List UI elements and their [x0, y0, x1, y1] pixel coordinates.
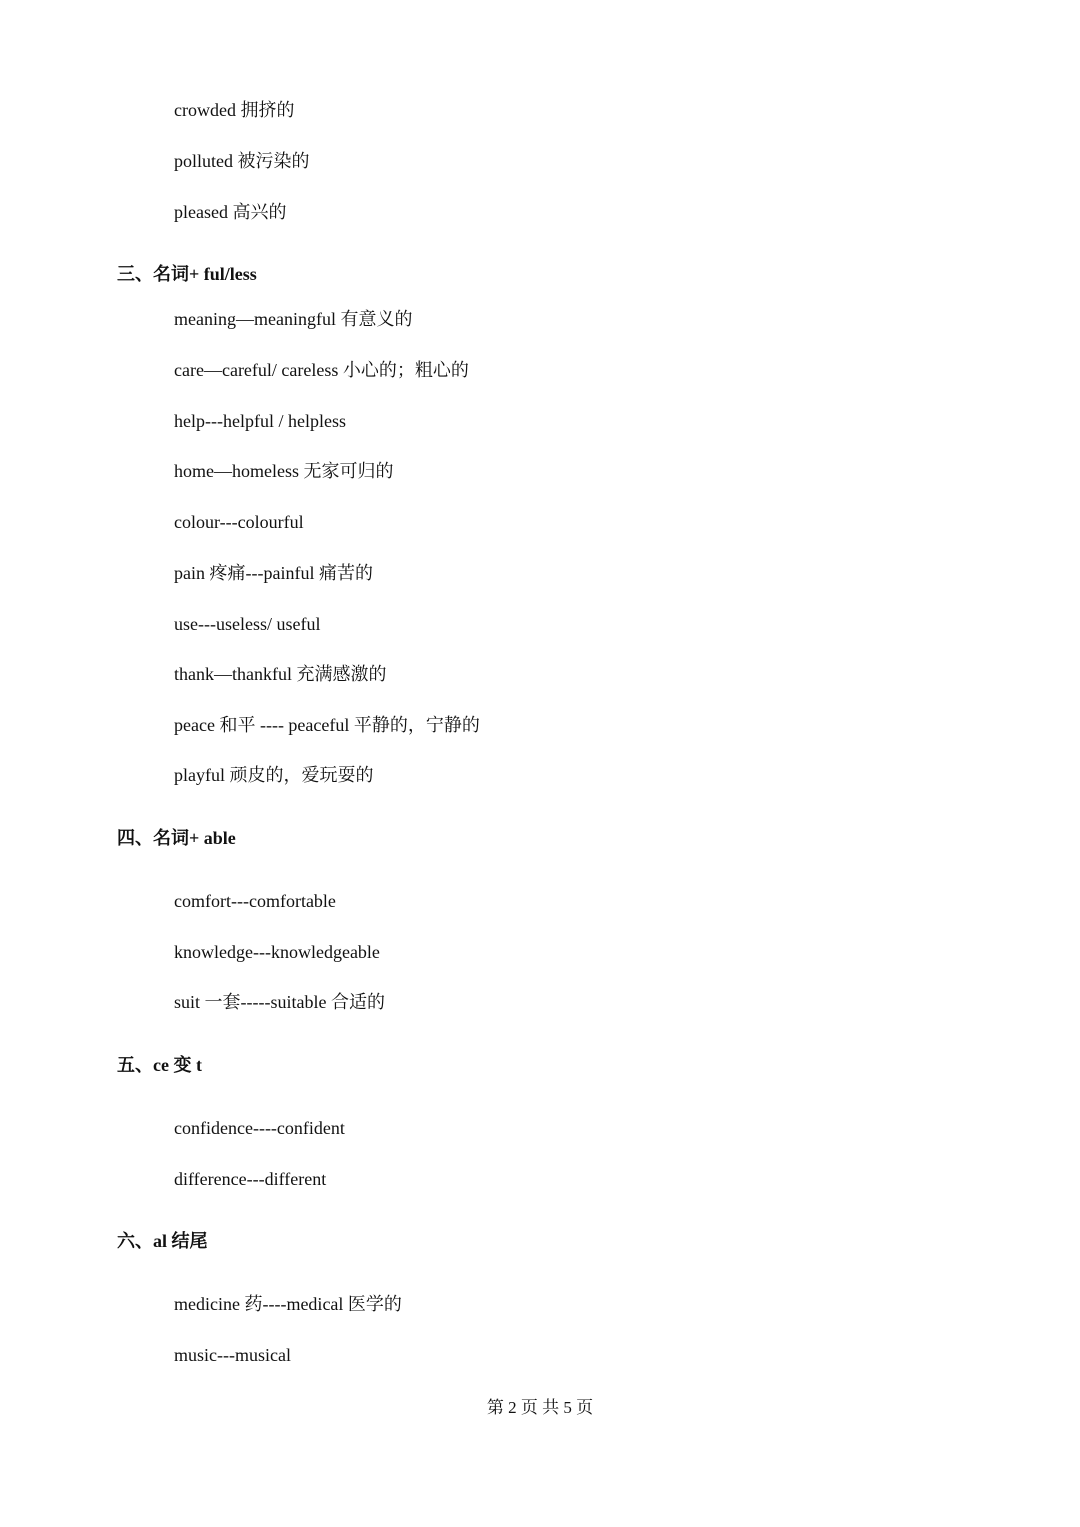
page-number-footer: 第 2 页 共 5 页 [486, 1398, 594, 1417]
word-item: polluted 被污染的 [174, 151, 310, 171]
word-item: comfort---comfortable [174, 891, 336, 911]
word-item: peace 和平 ---- peaceful 平静的，宁静的 [174, 715, 480, 735]
section-heading-6: 六、al 结尾 [117, 1231, 208, 1251]
word-item: pleased 高兴的 [174, 202, 287, 222]
word-item: medicine 药----medical 医学的 [174, 1294, 402, 1314]
word-item: playful 顽皮的，爱玩耍的 [174, 765, 374, 785]
word-item: knowledge---knowledgeable [174, 942, 380, 962]
word-item: suit 一套-----suitable 合适的 [174, 992, 385, 1012]
word-item: music---musical [174, 1345, 291, 1365]
word-item: care—careful/ careless 小心的；粗心的 [174, 360, 469, 380]
word-item: confidence----confident [174, 1118, 345, 1138]
section-heading-4: 四、名词+ able [117, 828, 236, 848]
word-item: home—homeless 无家可归的 [174, 461, 394, 481]
word-item: colour---colourful [174, 512, 304, 532]
word-item: crowded 拥挤的 [174, 100, 295, 120]
word-item: use---useless/ useful [174, 614, 321, 634]
word-item: meaning—meaningful 有意义的 [174, 309, 413, 329]
word-item: help---helpful / helpless [174, 411, 346, 431]
word-item: pain 疼痛---painful 痛苦的 [174, 563, 373, 583]
section-heading-5: 五、ce 变 t [117, 1055, 202, 1075]
word-item: thank—thankful 充满感激的 [174, 664, 387, 684]
word-item: difference---different [174, 1169, 327, 1189]
section-heading-3: 三、名词+ ful/less [117, 264, 257, 284]
